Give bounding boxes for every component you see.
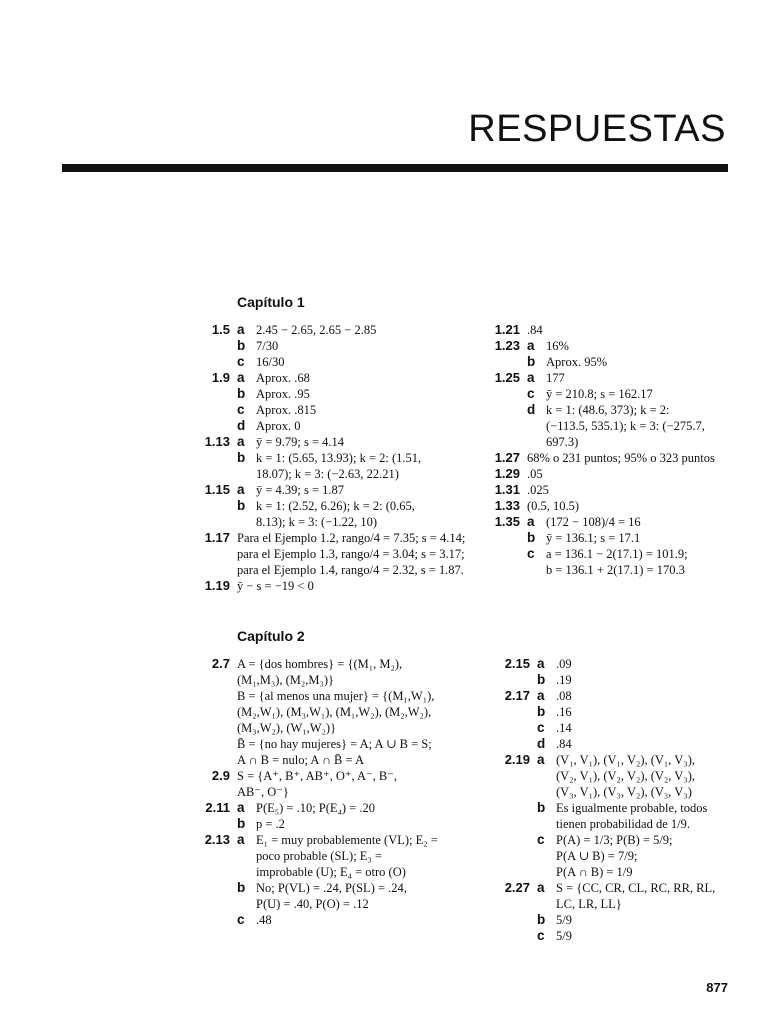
answer-text: ȳ = 9.79; s = 4.14 [256,435,345,449]
answer-letter: d [537,736,546,751]
answer-letter: b [237,498,246,513]
answer-letter: b [537,800,546,815]
answer-text: (M₁,M₃), (M₂,M₃)} [237,673,335,687]
answer-text: AB⁻, O⁻} [237,785,289,799]
answer-text: Aprox. .815 [256,403,317,417]
answer-text: 16% [546,339,569,353]
answer-text: .48 [256,913,272,927]
answer-letter: b [237,816,246,831]
answer-text: (0.5, 10.5) [527,499,580,513]
answer-text: 2.45 − 2.65, 2.65 − 2.85 [256,323,377,337]
chapter-2-left-column [200,656,490,946]
exercise-number: 1.33 [494,498,520,513]
exercise-number: 1.13 [204,434,230,449]
answer-text: P(U) = .40, P(O) = .12 [256,897,369,911]
answer-text: P(A) = 1/3; P(B) = 5/9; [556,833,673,847]
answer-text: No; P(VL) = .24, P(SL) = .24, [256,881,407,895]
answer-text: S = {CC, CR, CL, RC, RR, RL, [556,881,716,895]
exercise-number: 2.19 [504,752,530,767]
exercise-number: 1.19 [204,578,230,593]
exercise-number: 1.35 [494,514,520,529]
answer-letter: a [237,800,245,815]
answer-text: k = 1: (48.6, 373); k = 2: [546,403,670,417]
exercise-number: 2.17 [504,688,530,703]
answer-text: ȳ = 4.39; s = 1.87 [256,483,345,497]
answer-text: .14 [556,721,572,735]
answer-letter: c [537,720,545,735]
answer-text: Aprox. .95 [256,387,310,401]
answer-text: b = 136.1 + 2(17.1) = 170.3 [546,563,685,577]
answer-letter: b [237,338,246,353]
answer-text: k = 1: (2.52, 6.26); k = 2: (0.65, [256,499,415,513]
answer-text: Aprox. .68 [256,371,310,385]
answer-text: A ∩ B = nulo; A ∩ B̄ = A [237,753,364,767]
exercise-number: 1.21 [494,322,520,337]
answer-letter: c [237,912,245,927]
answer-text: (V₂, V₁), (V₂, V₂), (V₂, V₃), [556,769,695,783]
answer-letter: d [527,402,536,417]
exercise-number: 2.11 [205,800,230,815]
chapter-2-title: Capítulo 2 [237,628,305,644]
answer-text: p = .2 [256,817,285,831]
answer-text: 5/9 [556,913,572,927]
answer-text: .05 [527,467,543,481]
answer-text: (V₃, V₁), (V₃, V₂), (V₃, V₃) [556,785,692,799]
exercise-number: 2.15 [504,656,530,671]
exercise-number: 2.13 [204,832,230,847]
answer-text: LC, LR, LL} [556,897,622,911]
answer-text: (−113.5, 535.1); k = 3: (−275.7, [546,419,705,433]
answer-text: E₁ = muy probablemente (VL); E₂ = [256,833,438,847]
answer-text: ȳ = 210.8; s = 162.17 [546,387,653,401]
answer-text: .16 [556,705,572,719]
answer-letter: a [537,656,545,671]
answer-letter: c [527,386,535,401]
answer-letter: c [527,546,535,561]
answer-text: 8.13); k = 3: (−1.22, 10) [256,515,378,529]
answer-letter: d [237,418,246,433]
exercise-number: 1.9 [211,370,230,385]
exercise-number: 2.7 [211,656,230,671]
answer-text: P(A ∪ B) = 7/9; [556,849,638,863]
exercise-number: 1.31 [494,482,520,497]
page-heading: RESPUESTAS [468,108,726,150]
exercise-number: 1.23 [494,338,520,353]
answer-letter: a [237,370,245,385]
exercise-number: 1.25 [494,370,520,385]
answer-text: para el Ejemplo 1.3, rango/4 = 3.04; s = 3.17; [237,547,465,561]
answer-letter: c [537,928,545,943]
answer-text: 7/30 [256,339,279,353]
exercise-number: 1.27 [494,450,520,465]
answer-letter: a [537,752,545,767]
answer-text: Aprox. 95% [546,355,608,369]
answer-letter: b [527,354,536,369]
answer-letter: a [237,434,245,449]
answer-text: .84 [527,323,543,337]
chapter-2-right-column [500,656,760,956]
answer-text: P(A ∩ B) = 1/9 [556,865,633,879]
chapter-1-left-column [200,322,490,602]
answer-letter: a [537,880,545,895]
chapter-1-title: Capítulo 1 [237,294,305,310]
answer-text: 18.07); k = 3: (−2.63, 22.21) [256,467,399,481]
answer-text: 177 [546,371,565,385]
answer-text: B̄ = {no hay mujeres} = A; A ∪ B = S; [237,737,432,751]
answer-letter: b [237,386,246,401]
heading-rule [62,164,728,172]
answer-text: S = {A⁺, B⁺, AB⁺, O⁺, A⁻, B⁻, [237,769,397,783]
chapter-1-right-column [490,322,760,582]
answer-text: Es igualmente probable, todos [556,801,708,815]
answer-letter: b [537,704,546,719]
answer-text: B = {al menos una mujer} = {(M₁,W₁), [237,689,435,703]
answer-letter: b [237,450,246,465]
answer-text: A = {dos hombres} = {(M₁, M₂), [237,657,403,671]
answer-text: tienen probabilidad de 1/9. [556,817,690,831]
answer-text: .025 [527,483,549,497]
answer-letter: c [537,832,545,847]
answer-text: ȳ = 136.1; s = 17.1 [546,531,641,545]
answer-text: a = 136.1 − 2(17.1) = 101.9; [546,547,688,561]
answer-text: .19 [556,673,572,687]
answer-text: 5/9 [556,929,572,943]
answer-letter: a [237,322,245,337]
answer-text: improbable (U); E₄ = otro (O) [256,865,406,879]
answer-text: (172 − 108)/4 = 16 [546,515,641,529]
answer-text: Aprox. 0 [256,419,301,433]
answer-letter: b [527,530,536,545]
answer-text: P(E₅) = .10; P(E₄) = .20 [256,801,375,815]
page-number: 877 [706,980,728,995]
answer-text: .09 [556,657,572,671]
answer-letter: a [237,482,245,497]
answer-text: poco probable (SL); E₃ = [256,849,382,863]
answer-letter: a [237,832,245,847]
answer-text: (M₃,W₂), (W₁,W₂)} [237,721,337,735]
answer-text: 68% o 231 puntos; 95% o 323 puntos [527,451,715,465]
exercise-number: 1.15 [204,482,230,497]
answer-text: 16/30 [256,355,285,369]
answer-letter: a [527,370,535,385]
answer-letter: b [537,912,546,927]
exercise-number: 1.17 [204,530,230,545]
answer-letter: c [237,354,245,369]
answer-letter: a [527,338,535,353]
answer-text: .08 [556,689,572,703]
answer-text: Para el Ejemplo 1.2, rango/4 = 7.35; s = 4.14; [237,531,466,545]
answer-text: para el Ejemplo 1.4, rango/4 = 2.32, s = 1.87. [237,563,464,577]
answer-text: (M₂,W₁), (M₃,W₁), (M₁,W₂), (M₂,W₂), [237,705,432,719]
exercise-number: 2.9 [211,768,230,783]
answer-text: (V₁, V₁), (V₁, V₂), (V₁, V₃), [556,753,695,767]
answer-text: k = 1: (5.65, 13.93); k = 2: (1.51, [256,451,422,465]
exercise-number: 1.5 [211,322,230,337]
answer-letter: a [537,688,545,703]
answer-letter: a [527,514,535,529]
answer-letter: b [237,880,246,895]
answer-letter: c [237,402,245,417]
answer-text: ȳ − s = −19 < 0 [237,579,314,593]
answer-text: .84 [556,737,572,751]
answer-letter: b [537,672,546,687]
exercise-number: 1.29 [494,466,520,481]
exercise-number: 2.27 [504,880,530,895]
answer-text: 697.3) [546,435,579,449]
